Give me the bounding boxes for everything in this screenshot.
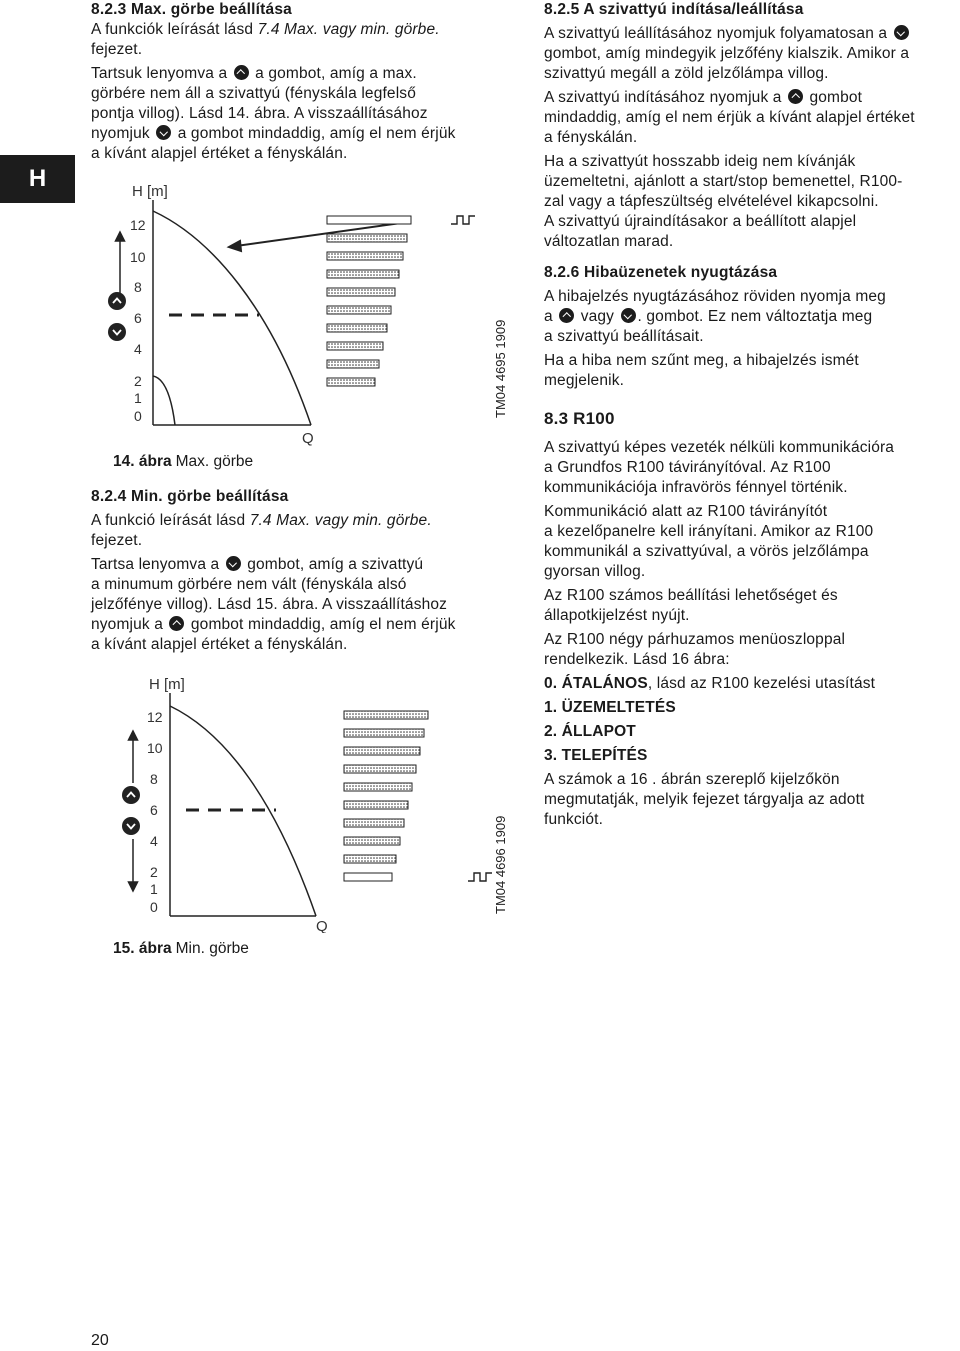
y-tick: 8 xyxy=(134,279,142,295)
y-tick: 12 xyxy=(147,709,163,725)
paragraph: Kommunikáció alatt az R100 távirányítót xyxy=(544,503,828,520)
down-button-icon xyxy=(621,308,636,323)
up-button-icon xyxy=(788,89,803,104)
paragraph: jelzőfénye villog). Lásd 15. ábra. A visszaállításhoz xyxy=(91,596,448,613)
light-bar-lit xyxy=(327,342,383,350)
paragraph: a kívánt alapjel értéket a fényskálán. xyxy=(91,636,348,653)
paragraph: fejezet. xyxy=(91,532,143,549)
light-bar-unlit xyxy=(344,873,392,881)
paragraph: megmutatják, melyik fejezet tárgyalja az adott xyxy=(544,791,865,808)
menu-item-0: 0. ÁTALÁNOS, lásd az R100 kezelési utasítást xyxy=(544,675,876,692)
y-tick: 12 xyxy=(130,217,146,233)
y-tick: 4 xyxy=(150,833,158,849)
paragraph: a minumum görbére nem vált (fényskála alsó xyxy=(91,576,407,593)
paragraph: A funkciók leírását lásd 7.4 Max. vagy min. görbe. xyxy=(91,21,440,38)
max-pump-curve xyxy=(153,211,311,425)
paragraph: a fényskálán. xyxy=(544,129,638,146)
paragraph: A szivattyú indításához nyomjuk a gombot xyxy=(544,89,863,106)
up-arrow xyxy=(116,232,125,293)
paragraph: állapotkijelzést nyújt. xyxy=(544,607,690,624)
paragraph: Az R100 négy párhuzamos menüoszloppal xyxy=(544,631,846,648)
light-bar-lit xyxy=(344,729,424,737)
paragraph: rendelkezik. Lásd 16 ábra: xyxy=(544,651,730,668)
blinking-indicator-icon xyxy=(468,873,492,881)
light-bar-lit xyxy=(327,324,387,332)
paragraph: a vagy . gombot. Ez nem változtatja meg xyxy=(544,308,873,325)
paragraph: A szivattyú újraindításakor a beállított alapjel xyxy=(544,213,857,230)
y-tick: 10 xyxy=(147,740,163,756)
paragraph: funkciót. xyxy=(544,811,604,828)
light-bar-lit xyxy=(344,765,416,773)
y-tick: 6 xyxy=(134,310,142,326)
y-tick: 4 xyxy=(134,341,142,357)
light-bar-lit xyxy=(327,360,379,368)
heading-8-2-4: 8.2.4 Min. görbe beállítása xyxy=(91,488,289,505)
y-tick: 6 xyxy=(150,802,158,818)
down-button-icon xyxy=(156,125,171,140)
menu-item-2: 2. ÁLLAPOT xyxy=(544,723,636,740)
paragraph: a Grundfos R100 távirányítóval. Az R100 xyxy=(544,459,831,476)
axis-label-h: H [m] xyxy=(132,183,168,200)
figure-code: TM04 4696 1909 xyxy=(493,815,508,914)
light-bar-lit xyxy=(344,855,396,863)
light-bar-lit xyxy=(344,819,404,827)
section-side-tab: H xyxy=(0,155,75,203)
light-bar-lit xyxy=(327,378,375,386)
y-tick: 2 xyxy=(150,864,158,880)
y-tick: 0 xyxy=(150,899,158,915)
right-column xyxy=(544,0,960,830)
paragraph: nyomjuk a gombot mindaddig, amíg el nem érjük xyxy=(91,125,456,142)
up-circle-icon xyxy=(122,786,140,804)
y-tick-labels xyxy=(130,217,146,424)
paragraph: Az R100 számos beállítási lehetőséget és xyxy=(544,587,838,604)
up-button-icon xyxy=(234,65,249,80)
page-number: 20 xyxy=(91,1332,109,1349)
light-bar-lit xyxy=(344,747,420,755)
menu-item-3: 3. TELEPÍTÉS xyxy=(544,747,648,764)
figure-14 xyxy=(91,178,508,472)
y-tick: 8 xyxy=(150,771,158,787)
y-tick: 1 xyxy=(134,390,142,406)
down-button-icon xyxy=(226,556,241,571)
paragraph: zal vagy a tápfeszültség elvételével kikapcsolni. xyxy=(544,193,879,210)
light-bar-stack xyxy=(344,711,428,881)
light-bar-lit xyxy=(327,234,407,242)
figure-14-caption: 14. ábra Max. görbe xyxy=(113,453,254,470)
paragraph: pontja villog). Lásd 14. ábra. A visszaállításához xyxy=(91,105,428,122)
light-bar-lit xyxy=(344,711,428,719)
up-button-icon xyxy=(559,308,574,323)
paragraph: szivattyú megáll a zöld jelzőlámpa villog. xyxy=(544,65,829,82)
y-tick: 0 xyxy=(134,408,142,424)
up-button-icon xyxy=(169,616,184,631)
paragraph: A hibajelzés nyugtázásához röviden nyomja meg xyxy=(544,288,886,305)
paragraph: Ha a hiba nem szűnt meg, a hibajelzés ismét xyxy=(544,352,859,369)
q-axis-label: Q xyxy=(316,918,328,933)
heading-8-2-3: 8.2.3 Max. görbe beállítása xyxy=(91,1,292,18)
paragraph: változatlan marad. xyxy=(544,233,674,250)
blinking-indicator-icon xyxy=(451,216,475,224)
q-axis-label: Q xyxy=(302,430,314,447)
light-bar-unlit xyxy=(327,216,411,224)
heading-8-2-6: 8.2.6 Hibaüzenetek nyugtázása xyxy=(544,264,778,281)
down-circle-icon xyxy=(108,323,126,341)
down-circle-icon xyxy=(122,817,140,835)
y-tick: 1 xyxy=(150,881,158,897)
up-arrow xyxy=(129,731,138,783)
paragraph: a kezelőpanelre kell irányítani. Amikor az R100 xyxy=(544,523,874,540)
paragraph: görbére nem áll a szivattyú (fényskála legfelső xyxy=(91,85,416,102)
menu-item-1: 1. ÜZEMELTETÉS xyxy=(544,699,676,716)
paragraph: a szivattyú beállításait. xyxy=(544,328,704,345)
paragraph: a kívánt alapjel értéket a fényskálán. xyxy=(91,145,348,162)
heading-8-3: 8.3 R100 xyxy=(544,409,615,428)
blink-wave xyxy=(451,216,475,224)
light-bar-lit xyxy=(327,252,403,260)
y-tick: 2 xyxy=(134,373,142,389)
paragraph: A funkció leírását lásd 7.4 Max. vagy min. görbe. xyxy=(91,512,432,529)
paragraph: Ha a szivattyút hosszabb ideig nem kívánják xyxy=(544,153,856,170)
down-button-icon xyxy=(894,25,909,40)
axis-label-h: H [m] xyxy=(149,676,185,693)
light-bar-lit xyxy=(327,288,395,296)
figure-code: TM04 4695 1909 xyxy=(493,319,508,418)
paragraph: kommunikációja infravörös fénnyel történik. xyxy=(544,479,848,496)
paragraph: megjelenik. xyxy=(544,372,625,389)
paragraph: A szivattyú képes vezeték nélküli kommunikációra xyxy=(544,439,895,456)
y-tick: 10 xyxy=(130,249,146,265)
paragraph: fejezet. xyxy=(91,41,143,58)
figure-15-diagram xyxy=(91,671,511,933)
paragraph: A szivattyú leállításához nyomjuk folyamatosan a xyxy=(544,24,960,44)
figure-14-diagram xyxy=(91,178,511,448)
light-bar-lit xyxy=(327,306,391,314)
paragraph: Tartsuk lenyomva a a gombot, amíg a max. xyxy=(91,65,417,82)
figure-15 xyxy=(91,671,508,959)
y-tick-labels xyxy=(147,709,163,915)
heading-8-2-5: 8.2.5 A szivattyú indítása/leállítása xyxy=(544,1,804,18)
down-arrow xyxy=(129,839,138,891)
up-circle-icon xyxy=(108,292,126,310)
light-bar-stack xyxy=(327,216,411,386)
paragraph: kommunikál a szivattyúval, a vörös jelzőlámpa xyxy=(544,543,869,560)
min-pump-curve xyxy=(153,376,175,425)
light-bar-lit xyxy=(327,270,399,278)
paragraph: gombot, amíg mindegyik jelzőfény kialszik. Amikor a xyxy=(544,45,910,62)
paragraph: nyomjuk a gombot mindaddig, amíg el nem érjük xyxy=(91,616,456,633)
light-bar-lit xyxy=(344,783,412,791)
paragraph: mindaddig, amíg el nem érjük a kívánt alapjel értéket xyxy=(544,109,915,126)
paragraph: A számok a 16 . ábrán szereplő kijelzőkön xyxy=(544,771,840,788)
paragraph: Tartsa lenyomva a gombot, amíg a szivattyú xyxy=(91,556,424,573)
paragraph: gyorsan villog. xyxy=(544,563,646,580)
paragraph: üzemeltetni, ajánlott a start/stop bemenettel, R100- xyxy=(544,173,903,190)
figure-15-caption: 15. ábra Min. görbe xyxy=(113,940,249,957)
left-column xyxy=(91,0,508,959)
blink-wave xyxy=(468,873,492,881)
light-bar-lit xyxy=(344,837,400,845)
light-bar-lit xyxy=(344,801,408,809)
